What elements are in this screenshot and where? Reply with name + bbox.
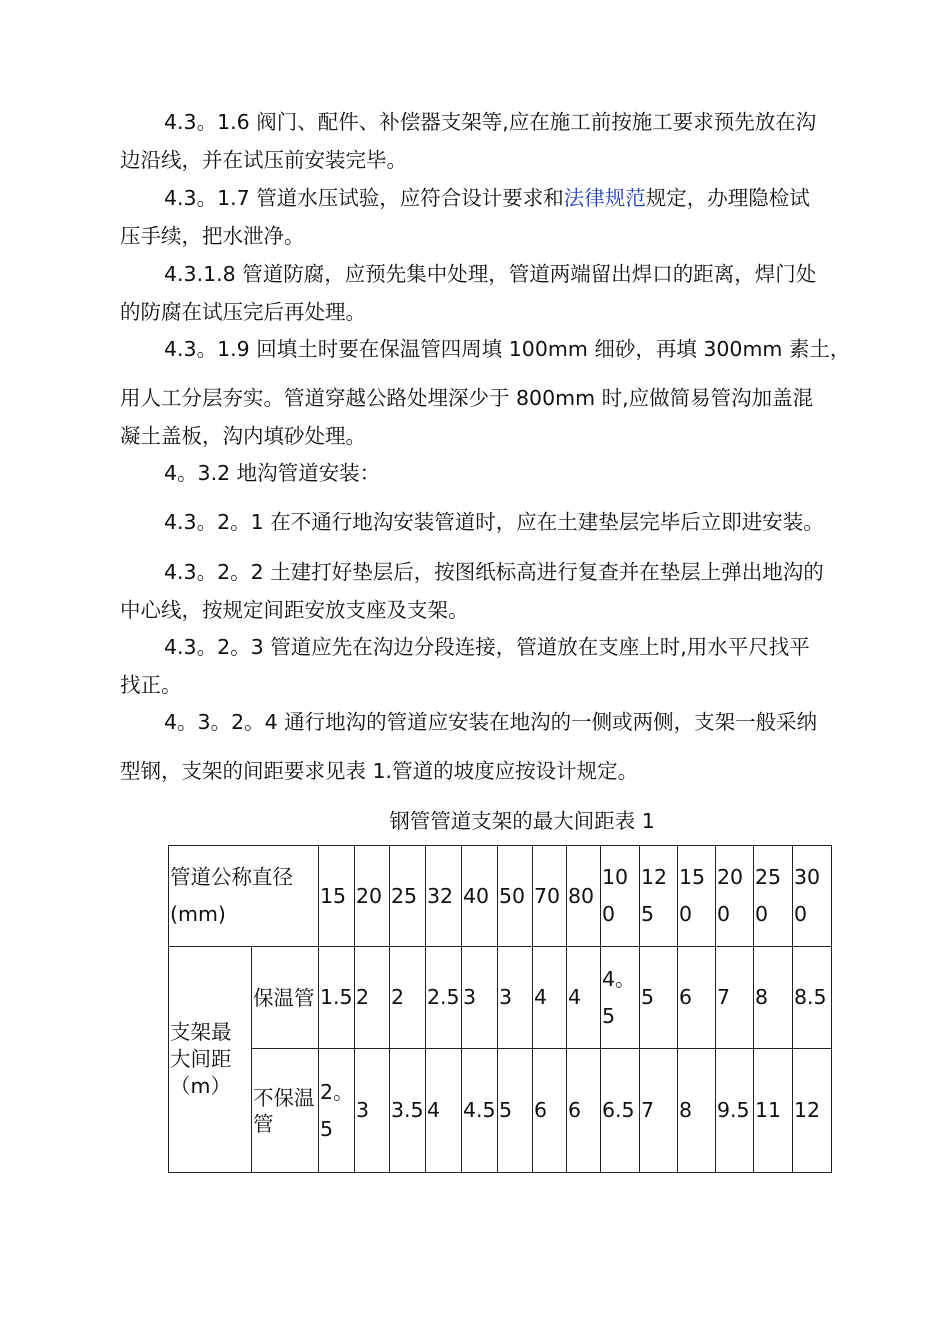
- paragraph-4-3-2-1: 4.3。2。1 在不通行地沟安装管道时，应在土建垫层完毕后立即进安装。: [164, 510, 824, 534]
- paragraph-4-3-1-8-line-2: 的防腐在试压完后再处理。: [120, 300, 366, 324]
- paragraph-4-3-1-8-line-1: 4.3.1.8 管道防腐，应预先集中处理，管道两端留出焊口的距离，焊门处: [164, 262, 817, 286]
- spacing-value-cell: 1.5: [319, 947, 355, 1049]
- spacing-value-cell: 8.5: [793, 947, 832, 1049]
- law-standard-link[interactable]: 法律规范: [563, 186, 646, 210]
- spacing-value-cell: 4: [533, 947, 567, 1049]
- table-row-insulated: [169, 947, 832, 1049]
- spacing-value-cell: 3: [462, 947, 498, 1049]
- paragraph-4-3-2-3-line-2: 找正。: [120, 673, 182, 697]
- paragraph-4-3-2-2-line-2: 中心线，按规定间距安放支座及支架。: [120, 598, 469, 622]
- spacing-value-cell: 4.5: [462, 1049, 498, 1173]
- spacing-value-cell: 3.5: [390, 1049, 426, 1173]
- paragraph-4-3-1-6-line-1: 4.3。1.6 阀门、配件、补偿器支架等,应在施工前按施工要求预先放在沟: [164, 110, 817, 134]
- spacing-value-cell: 7: [640, 1049, 678, 1173]
- spacing-value-cell: 5: [640, 947, 678, 1049]
- table-row-uninsulated: [169, 1049, 832, 1173]
- insulated-pipe-label-cell: 保温管: [252, 947, 319, 1049]
- spacing-value-cell: 8: [678, 1049, 716, 1173]
- paragraph-4-3-2-4-line-1: 4。3。2。4 通行地沟的管道应安装在地沟的一侧或两侧，支架一般采纳: [164, 710, 818, 734]
- support-spacing-table: [168, 845, 832, 1173]
- diameter-cell: 150: [678, 846, 716, 947]
- spacing-value-cell: 6.5: [601, 1049, 640, 1173]
- spacing-value-cell: 11: [754, 1049, 793, 1173]
- uninsulated-pipe-label-cell: 不保温管: [252, 1049, 319, 1173]
- diameter-cell: 50: [498, 846, 533, 947]
- paragraph-4-3-1-7-line-2: 压手续，把水泄净。: [120, 224, 305, 248]
- diameter-cell: 25: [390, 846, 426, 947]
- spacing-value-cell: 4。5: [601, 947, 640, 1049]
- spacing-value-cell: 6: [567, 1049, 601, 1173]
- spacing-value-cell: 4: [567, 947, 601, 1049]
- paragraph-4-3-2-3-line-1: 4.3。2。3 管道应先在沟边分段连接，管道放在支座上时,用水平尺找平: [164, 635, 810, 659]
- spacing-value-cell: 9.5: [716, 1049, 754, 1173]
- paragraph-4-3-1-7-line-1: [164, 183, 934, 213]
- spacing-value-cell: 5: [498, 1049, 533, 1173]
- spacing-value-cell: 2: [355, 947, 390, 1049]
- paragraph-4-3-1-9-line-1: 4.3。1.9 回填土时要在保温管四周填 100mm 细砂，再填 300mm 素土，: [164, 337, 851, 361]
- diameter-cell: 100: [601, 846, 640, 947]
- paragraph-4-3-1-6-line-2: 边沿线，并在试压前安装完毕。: [120, 148, 407, 172]
- diameter-cell: 32: [426, 846, 462, 947]
- spacing-value-cell: 7: [716, 947, 754, 1049]
- spacing-value-cell: 6: [533, 1049, 567, 1173]
- diameter-cell: 125: [640, 846, 678, 947]
- diameter-header-cell: 管道公称直径(mm): [169, 846, 319, 947]
- spacing-value-cell: 4: [426, 1049, 462, 1173]
- table-caption: 钢管管道支架的最大间距表 1: [389, 809, 655, 833]
- paragraph-4-3-1-9-line-3: 凝土盖板，沟内填砂处理。: [120, 424, 366, 448]
- spacing-value-cell: 2: [390, 947, 426, 1049]
- section-heading-4-3-2: 4。3.2 地沟管道安装：: [164, 461, 381, 485]
- spacing-value-cell: 12: [793, 1049, 832, 1173]
- diameter-cell: 70: [533, 846, 567, 947]
- paragraph-text: 规定，办理隐检试: [645, 186, 810, 210]
- diameter-cell: 80: [567, 846, 601, 947]
- spacing-value-cell: 6: [678, 947, 716, 1049]
- diameter-cell: 250: [754, 846, 793, 947]
- diameter-cell: 200: [716, 846, 754, 947]
- paragraph-text: 4.3。1.7 管道水压试验，应符合设计要求和: [164, 186, 564, 210]
- spacing-value-cell: 3: [355, 1049, 390, 1173]
- diameter-cell: 20: [355, 846, 390, 947]
- spacing-value-cell: 3: [498, 947, 533, 1049]
- paragraph-4-3-2-4-line-2: 型钢，支架的间距要求见表 1.管道的坡度应按设计规定。: [120, 759, 639, 783]
- diameter-cell: 300: [793, 846, 832, 947]
- spacing-group-label-cell: 支架最大间距（m）: [169, 947, 252, 1173]
- diameter-cell: 15: [319, 846, 355, 947]
- paragraph-4-3-2-2-line-1: 4.3。2。2 土建打好垫层后，按图纸标高进行复查并在垫层上弹出地沟的: [164, 560, 824, 584]
- diameter-cell: 40: [462, 846, 498, 947]
- paragraph-4-3-1-9-line-2: 用人工分层夯实。管道穿越公路处埋深少于 800mm 时,应做简易管沟加盖混: [120, 386, 814, 410]
- spacing-value-cell: 8: [754, 947, 793, 1049]
- table-header-row: [169, 846, 832, 947]
- spacing-value-cell: 2.5: [426, 947, 462, 1049]
- spacing-value-cell: 2。5: [319, 1049, 355, 1173]
